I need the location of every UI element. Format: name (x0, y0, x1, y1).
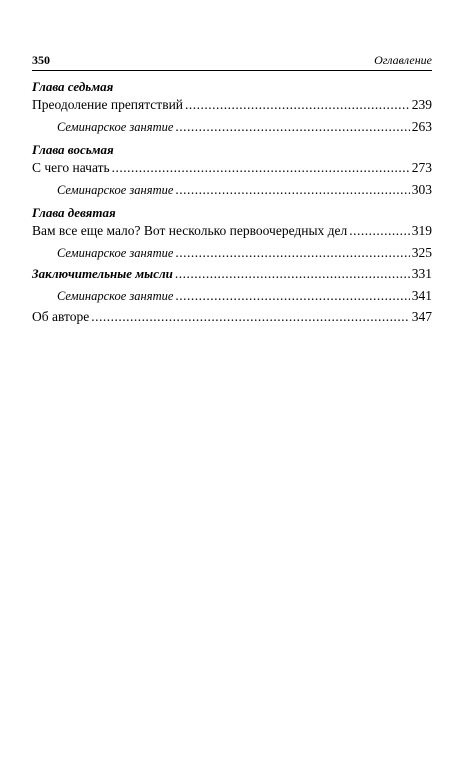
dot-leader (175, 284, 409, 307)
page-number: 350 (32, 53, 50, 67)
dot-leader (175, 264, 410, 284)
toc-entry-page: 319 (411, 223, 432, 238)
toc-entry-title: Семинарское занятие (57, 246, 174, 260)
toc-entry-page: 331 (411, 266, 432, 281)
toc-seminar-entry (32, 284, 432, 307)
toc-entry (32, 158, 432, 178)
chapter-heading-8: Глава восьмая (32, 142, 114, 157)
dot-leader (91, 307, 410, 327)
toc-entry-page: 239 (411, 97, 432, 112)
dot-leader (185, 95, 410, 115)
toc-seminar-entry (32, 115, 432, 138)
page-header (32, 48, 432, 71)
toc-entry-page: 325 (411, 245, 432, 260)
running-title: Оглавление (374, 53, 432, 67)
chapter-heading-7: Глава седьмая (32, 79, 114, 94)
toc-entry-title: Семинарское занятие (57, 183, 174, 197)
toc-entry-title: Семинарское занятие (57, 289, 174, 303)
toc-entry-page: 273 (411, 160, 432, 175)
dot-leader (349, 221, 409, 241)
toc-entry-page: 347 (411, 309, 432, 324)
table-of-contents (32, 79, 432, 327)
toc-seminar-entry (32, 241, 432, 264)
toc-entry-title: Заключительные мысли (32, 266, 173, 281)
dot-leader (175, 178, 409, 201)
toc-seminar-entry (32, 178, 432, 201)
chapter-heading-9: Глава девятая (32, 205, 116, 220)
toc-entry (32, 221, 432, 241)
dot-leader (112, 158, 410, 178)
toc-entry-page: 263 (411, 119, 432, 134)
toc-entry-title: Об авторе (32, 309, 90, 324)
toc-entry-final-thoughts (32, 264, 432, 284)
dot-leader (175, 115, 409, 138)
dot-leader (175, 241, 409, 264)
toc-entry-title: Преодоление препятствий (32, 97, 184, 112)
toc-entry-page: 341 (411, 288, 432, 303)
toc-entry-title: Семинарское занятие (57, 120, 174, 134)
book-page (32, 48, 432, 327)
toc-entry-title: Вам все еще мало? Вот несколько первоочередных дел (32, 223, 348, 238)
toc-entry (32, 95, 432, 115)
toc-entry-title: С чего начать (32, 160, 110, 175)
toc-entry-about-author (32, 307, 432, 327)
toc-entry-page: 303 (411, 182, 432, 197)
